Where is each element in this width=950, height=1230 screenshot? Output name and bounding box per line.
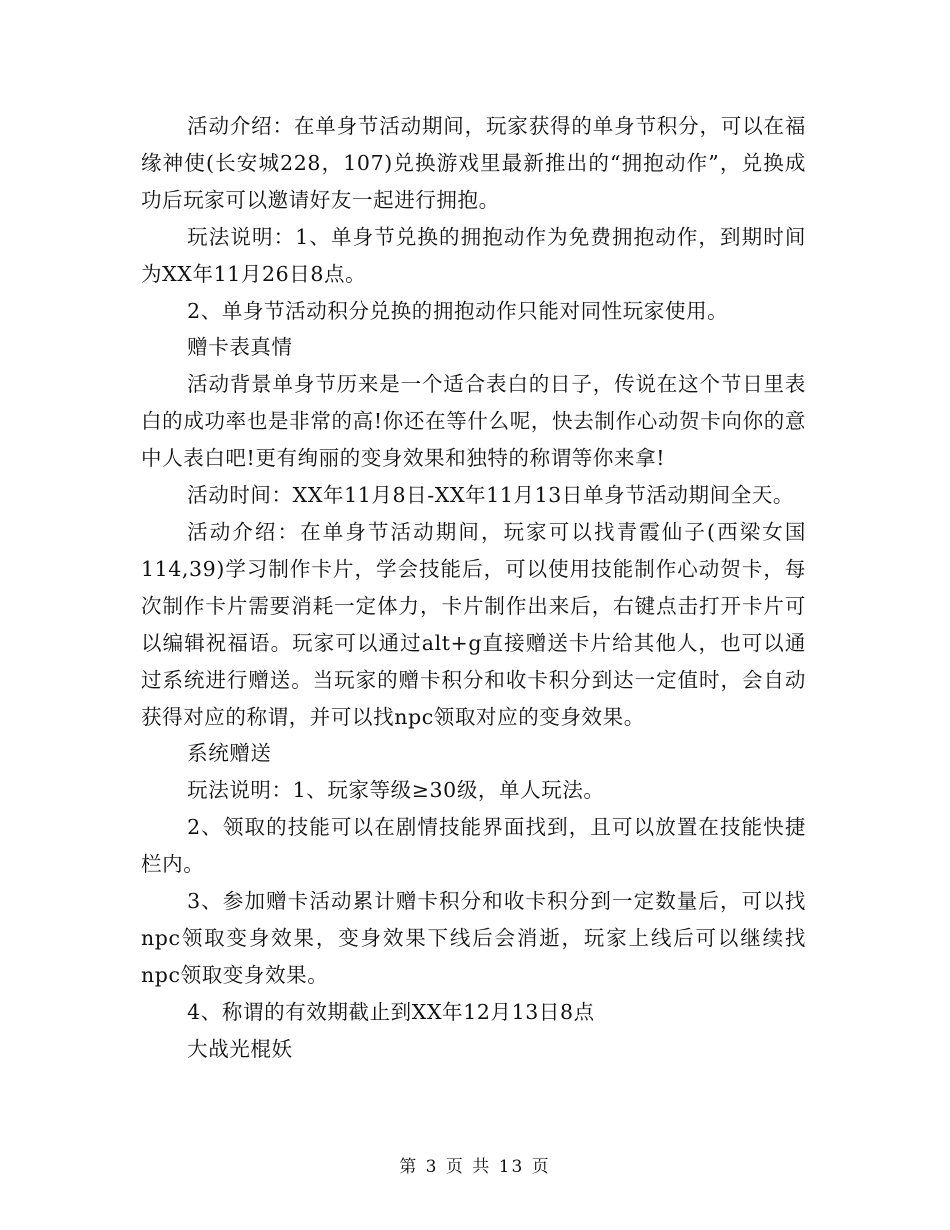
- section-heading-system-gift: 系统赠送: [187, 741, 272, 766]
- paragraph-exchange-intro: 活动介绍：在单身节活动期间，玩家获得的单身节积分，可以在福缘神使(长安城228，107)兑换游戏里最新推出的“拥抱动作”，兑换成功后玩家可以邀请好友一起进行拥抱。: [141, 114, 806, 212]
- section-heading-card-gift: 赠卡表真情: [187, 335, 293, 360]
- paragraph-gameplay-4: 4、称谓的有效期截止到XX年12月13日8点: [187, 999, 595, 1024]
- paragraph-gameplay-1: 玩法说明：1、玩家等级≥30级，单人玩法。: [187, 778, 605, 803]
- paragraph-gameplay-3: 3、参加赠卡活动累计赠卡积分和收卡积分到一定数量后，可以找npc领取变身效果，变身效果下线后会消逝，玩家上线后可以继续找npc领取变身效果。: [141, 889, 806, 987]
- page-number-footer: 第 3 页 共 13 页: [399, 1157, 551, 1177]
- paragraph-card-intro: 活动介绍：在单身节活动期间，玩家可以找青霞仙子(西梁女国114,39)学习制作卡片，学会技能后，可以使用技能制作心动贺卡，每次制作卡片需要消耗一定体力，卡片制作出来后，右键点击打开卡片可以编辑祝福语。玩家可以通过alt+g直接赠送卡片给其他人，也可以通过系统进行赠送。当玩家的赠卡积分和收卡积分到达一定值时，会自动获得对应的称谓，并可以找npc领取对应的变身效果。: [141, 519, 806, 729]
- document-body: [141, 108, 806, 1068]
- paragraph-rules-2: 2、单身节活动积分兑换的拥抱动作只能对同性玩家使用。: [187, 298, 729, 323]
- section-heading-battle: 大战光棍妖: [187, 1036, 293, 1061]
- paragraph-background: 活动背景单身节历来是一个适合表白的日子，传说在这个节日里表白的成功率也是非常的高!你还在等什么呢，快去制作心动贺卡向你的意中人表白吧!更有绚丽的变身效果和独特的称谓等你来拿!: [141, 372, 806, 471]
- paragraph-gameplay-2: 2、领取的技能可以在剧情技能界面找到，且可以放置在技能快捷栏内。: [141, 815, 806, 877]
- paragraph-event-time: 活动时间：XX年11月8日-XX年11月13日单身节活动期间全天。: [187, 483, 795, 508]
- paragraph-rules-1: 玩法说明：1、单身节兑换的拥抱动作为免费拥抱动作，到期时间为XX年11月26日8点。: [141, 224, 806, 286]
